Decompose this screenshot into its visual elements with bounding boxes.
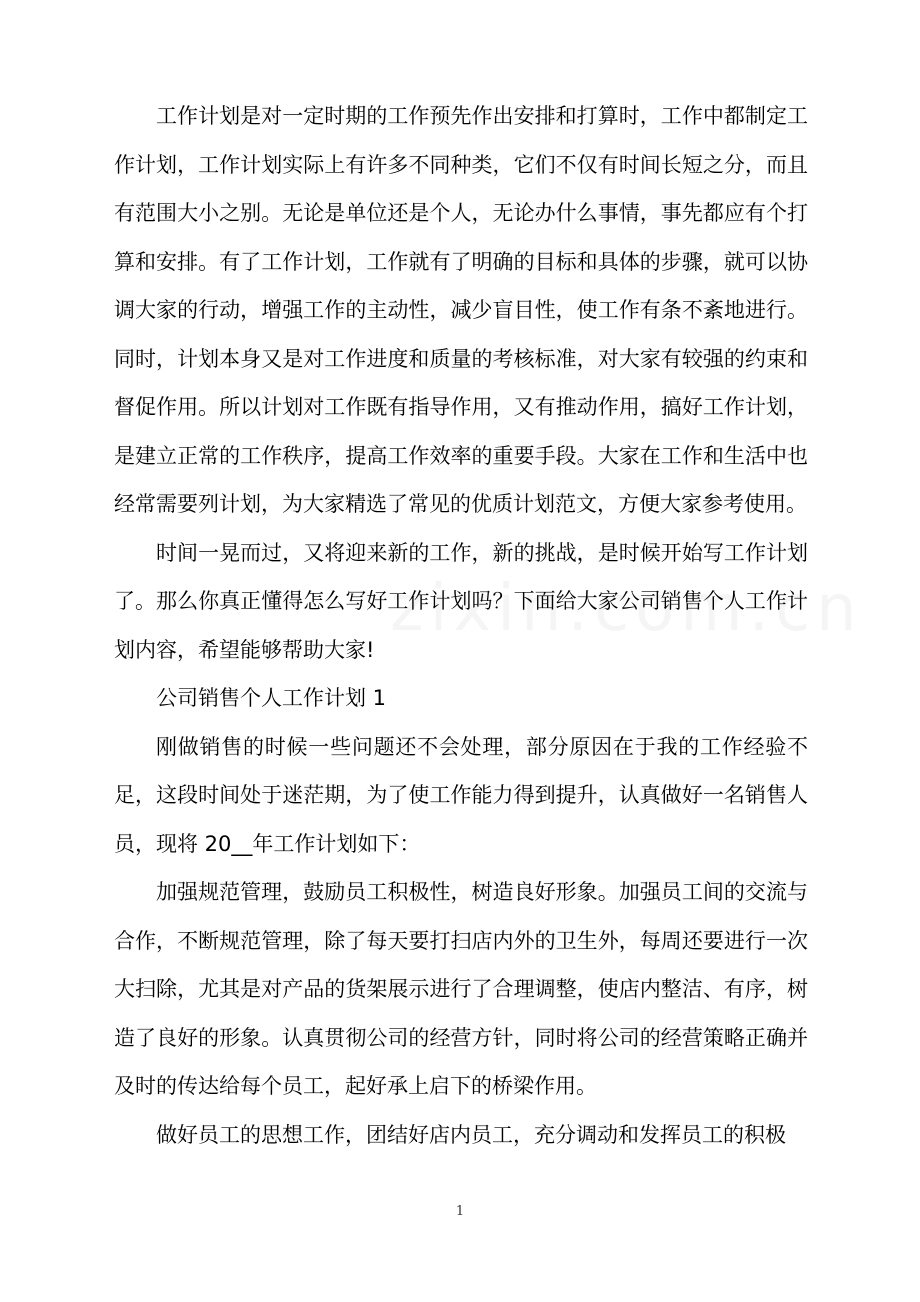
section-paragraph-3: 做好员工的思想工作，团结好店内员工，充分调动和发挥员工的积极 bbox=[156, 1122, 786, 1147]
intro-paragraph: 工作计划是对一定时期的工作预先作出安排和打算时，工作中都制定工作计划，工作计划实际上有许多不同种类，它们不仅有时间长短之分，而且有范围大小之别。无论是单位还是个人，无论办什么事情，事先都应有个打算和安排。有了工作计划，工作就有了明确的目标和具体的步骤，就可以协调大家的行动，增强工作的主动性，减少盲目性，使工作有条不紊地进行。同时，计划本身又是对工作进度和质量的考核标准，对大家有较强的约束和督促作用。所以计划对工作既有指导作用，又有推动作用，搞好工作计划，是建立正常的工作秩序，提高工作效率的重要手段。大家在工作和生活中也经常需要列计划，为大家精选了常见的优质计划范文，方便大家参考使用。 bbox=[114, 104, 808, 516]
section-paragraph-2: 加强规范管理，鼓励员工积极性，树造良好形象。加强员工间的交流与合作，不断规范管理，除了每天要打扫店内外的卫生外，每周还要进行一次大扫除，尤其是对产品的货架展示进行了合理调整，使店内整洁、有序，树造了良好的形象。认真贯彻公司的经营方针，同时将公司的经营策略正确并及时的传达给每个员工，起好承上启下的桥梁作用。 bbox=[114, 880, 808, 1098]
section-title: 公司销售个人工作计划 1 bbox=[156, 686, 387, 710]
page-number: 1 bbox=[455, 1204, 465, 1219]
transition-paragraph: 时间一晃而过，又将迎来新的工作，新的挑战，是时候开始写工作计划了。那么你真正懂得怎么写好工作计划吗？下面给大家公司销售个人工作计划内容，希望能够帮助大家! bbox=[114, 540, 808, 662]
document-body bbox=[114, 92, 808, 1159]
section-paragraph-1: 刚做销售的时候一些问题还不会处理，部分原因在于我的工作经验不足，这段时间处于迷茫期，为了使工作能力得到提升，认真做好一名销售人员，现将 20__年工作计划如下： bbox=[114, 734, 808, 856]
